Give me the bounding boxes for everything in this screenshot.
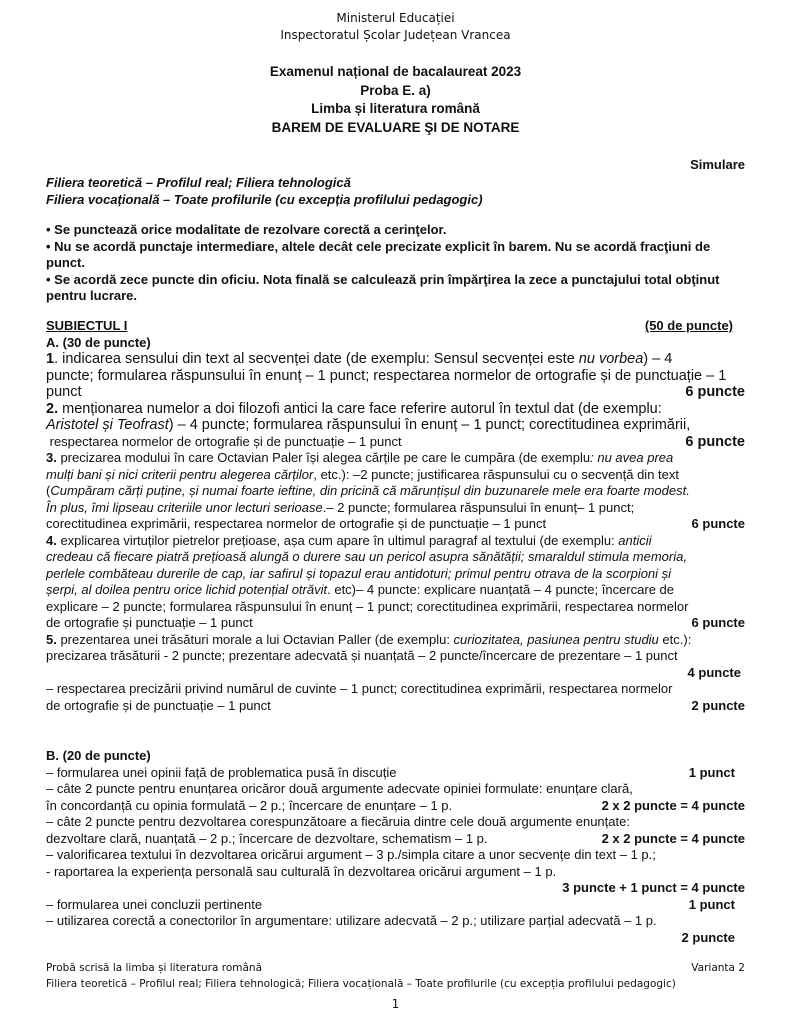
q1-line-3: punct 6 puncte <box>46 384 745 400</box>
subiect-1-section <box>46 318 745 714</box>
b-row-9-score <box>46 930 745 947</box>
q3-line-5: corectitudinea exprimării, respectarea normelor de ortografie și de punctuație – 1 punct 6 puncte <box>46 516 745 531</box>
footer-variant: Varianta 2 <box>691 962 745 974</box>
barem-title: BAREM DE EVALUARE ŞI DE NOTARE <box>271 119 520 135</box>
exam-subject: Limba și literatura română <box>311 101 480 116</box>
b-row-1: – formularea unei opinii față de problematica pusă în discuție 1 punct <box>46 764 735 780</box>
q5-score-2: 2 puncte <box>691 697 745 713</box>
subiect-heading <box>46 318 745 335</box>
q4-line-2: credeau că fiecare piatră prețioasă alungă o durere sau un pericol asupra sănătății; smaraldul stimula memoria, <box>46 549 687 564</box>
q5-line-2: precizarea trăsăturii - 2 puncte; prezentare adecvată și nuanțată – 2 puncte/încercare de prezentare – 1 punct <box>46 648 678 663</box>
q5-score-1: 4 puncte <box>687 664 741 680</box>
subiect-label: SUBIECTUL I <box>46 318 128 333</box>
ministry-name: Ministerul Educației <box>336 11 455 25</box>
q4-line-1: 4. explicarea virtuților pietrelor prețioase, așa cum apare în ultimul paragraf al textului (de exemplu: anticii <box>46 532 652 548</box>
q4-score: 6 puncte <box>691 615 745 630</box>
b-score-7: 3 puncte + 1 punct = 4 puncte <box>562 880 745 895</box>
q5-line-3: – respectarea precizării privind numărul de cuvinte – 1 punct; corectitudinea exprimării, respectarea normelor <box>46 681 673 696</box>
filiera-line-1: Filiera teoretică – Profilul real; Filiera tehnologică <box>46 175 351 190</box>
q4-line-4: șerpi, al doilea pentru orice lichid potențial otrăvit. etc)– 4 puncte: explicare nuanțată – 4 puncte; încercare de <box>46 582 674 597</box>
rule-item: • Se acordă zece puncte din oficiu. Nota finală se calculează prin împărţirea la zece a punctajului total obţinut pentru lucrare. <box>46 271 720 303</box>
footer-filiera: Filiera teoretică – Profilul real; Filiera tehnologică; Filiera vocațională – Toate profilurile (cu excepția profilului pedagogic) <box>46 978 676 990</box>
b-score-3: 2 x 2 puncte = 4 puncte <box>601 797 745 813</box>
q1-score: 6 puncte <box>685 384 745 400</box>
q4-line-6: de ortografie și punctuație – 1 punct 6 puncte <box>46 615 745 630</box>
part-b-heading: B. (20 de puncte) <box>46 748 151 763</box>
b-row-9: – utilizarea corectă a conectorilor în argumentare: utilizare adecvată – 2 p.; utilizare parțial adecvată – 1 p. <box>46 913 657 928</box>
filiera-block <box>46 175 745 208</box>
page-footer <box>46 960 745 1012</box>
q1-line-2: puncte; formularea răspunsului în enunț – 1 punct; respectarea normelor de ortografie și de punctuație – 1 <box>46 367 727 384</box>
q3-line-1: 3. precizarea modului în care Octavian Paler își alegea cărțile pe care le cumpăra (de exemplu: nu avea prea <box>46 450 674 465</box>
b-score-1: 1 punct <box>688 764 735 780</box>
q2-line-3: respectarea normelor de ortografie și de punctuație – 1 punct 6 puncte <box>49 433 745 450</box>
q5-line-1: 5. prezentarea unei trăsături morale a lui Octavian Paller (de exemplu: curiozitatea, pasiunea pentru studiu etc.): <box>46 631 692 647</box>
q3-score: 6 puncte <box>691 516 745 531</box>
q4-line-3: perlele combăteau durerile de cap, iar safirul și topazul erau antidoturi; primul pentru otrava de la scorpioni și <box>46 565 672 581</box>
rule-item: • Se punctează orice modalitate de rezolvare corectă a cerinţelor. <box>46 222 447 237</box>
rule-item: • Nu se acordă punctaje intermediare, altele decât cele precizate explicit în barem. Nu se acordă fracţiuni de punct. <box>46 238 711 270</box>
simulare-label: Simulare <box>690 157 745 172</box>
part-a-heading: A. (30 de puncte) <box>46 334 151 350</box>
q1-line-1: 1. indicarea sensului din text al secvenței date (de exemplu: Sensul secvenței este nu vorbea) – 4 <box>46 351 673 367</box>
footer-left: Probă scrisă la limba și literatura română <box>46 962 263 974</box>
general-rules <box>46 222 745 305</box>
q2-score: 6 puncte <box>685 433 745 450</box>
page-number: 1 <box>391 997 400 1011</box>
q3-line-2: mulți bani și nici criterii pentru alegerea cărților, etc.): –2 puncte; justificarea răspunsului cu o secvență din text <box>46 466 679 482</box>
b-row-7-score <box>46 880 745 897</box>
q5-score-row <box>46 665 745 682</box>
b-row-5: dezvoltare clară, nuanțată – 2 p.; încercare de dezvoltare, schematism – 1 p. 2 x 2 puncte = 4 puncte <box>46 830 745 846</box>
b-score-9: 2 puncte <box>681 929 735 945</box>
b-row-2: – câte 2 puncte pentru enunțarea oricăror două argumente adecvate opiniei formulate: enunțare clară, <box>46 781 633 796</box>
b-row-3: în concordanță cu opinia formulată – 2 p.; încercare de enunțare – 1 p. 2 x 2 puncte = 4 puncte <box>46 797 745 813</box>
b-row-4: – câte 2 puncte pentru dezvoltarea corespunzătoare a fiecăruia dintre cele două argumente enunțate: <box>46 814 630 829</box>
b-score-8: 1 punct <box>688 896 735 912</box>
b-row-6: – valorificarea textului în dezvoltarea oricărui argument – 3 p./simpla citare a unor secvențe din text – 1 p.; <box>46 847 656 862</box>
q2-line-2: Aristotel și Teofrast) – 4 puncte; formularea răspunsului în enunț – 1 punct; corectitudinea exprimării, <box>46 417 691 433</box>
document-title <box>0 63 791 137</box>
b-row-8: – formularea unei concluzii pertinente 1 punct <box>46 896 735 912</box>
b-row-7: - raportarea la experiența personală sau culturală în dezvoltarea oricărui argument – 1 p. <box>46 863 557 879</box>
inspectorate-name: Inspectoratul Școlar Județean Vrancea <box>280 28 511 42</box>
q3-line-4: În plus, îmi lipseau criteriile unor lecturi serioase.– 2 puncte; formularea răspunsului în enunț– 1 punct; <box>46 499 635 515</box>
exam-proba: Proba E. a) <box>360 82 431 98</box>
exam-name: Examenul național de bacalaureat 2023 <box>269 64 522 79</box>
q3-line-3: (Cumpăram cărți puține, și numai foarte ieftine, din pricină că mărunțișul din buzunarele mele era foarte modest. <box>46 483 690 498</box>
q2-line-1: 2. menționarea numelor a doi filozofi antici la care face referire autorul în textul dat (de exemplu: <box>46 400 662 417</box>
subiect-points: (50 de puncte) <box>644 318 733 333</box>
part-b-section <box>46 748 745 946</box>
ministry-header <box>0 10 791 44</box>
b-score-5: 2 x 2 puncte = 4 puncte <box>601 830 745 846</box>
filiera-line-2: Filiera vocațională – Toate profilurile (cu excepția profilului pedagogic) <box>46 191 483 207</box>
q4-line-5: explicare – 2 puncte; formularea răspunsului în enunț – 1 punct; corectitudinea exprimării, respectarea normelor <box>46 598 689 614</box>
q5-line-4: de ortografie și de punctuație – 1 punct 2 puncte <box>46 697 745 713</box>
